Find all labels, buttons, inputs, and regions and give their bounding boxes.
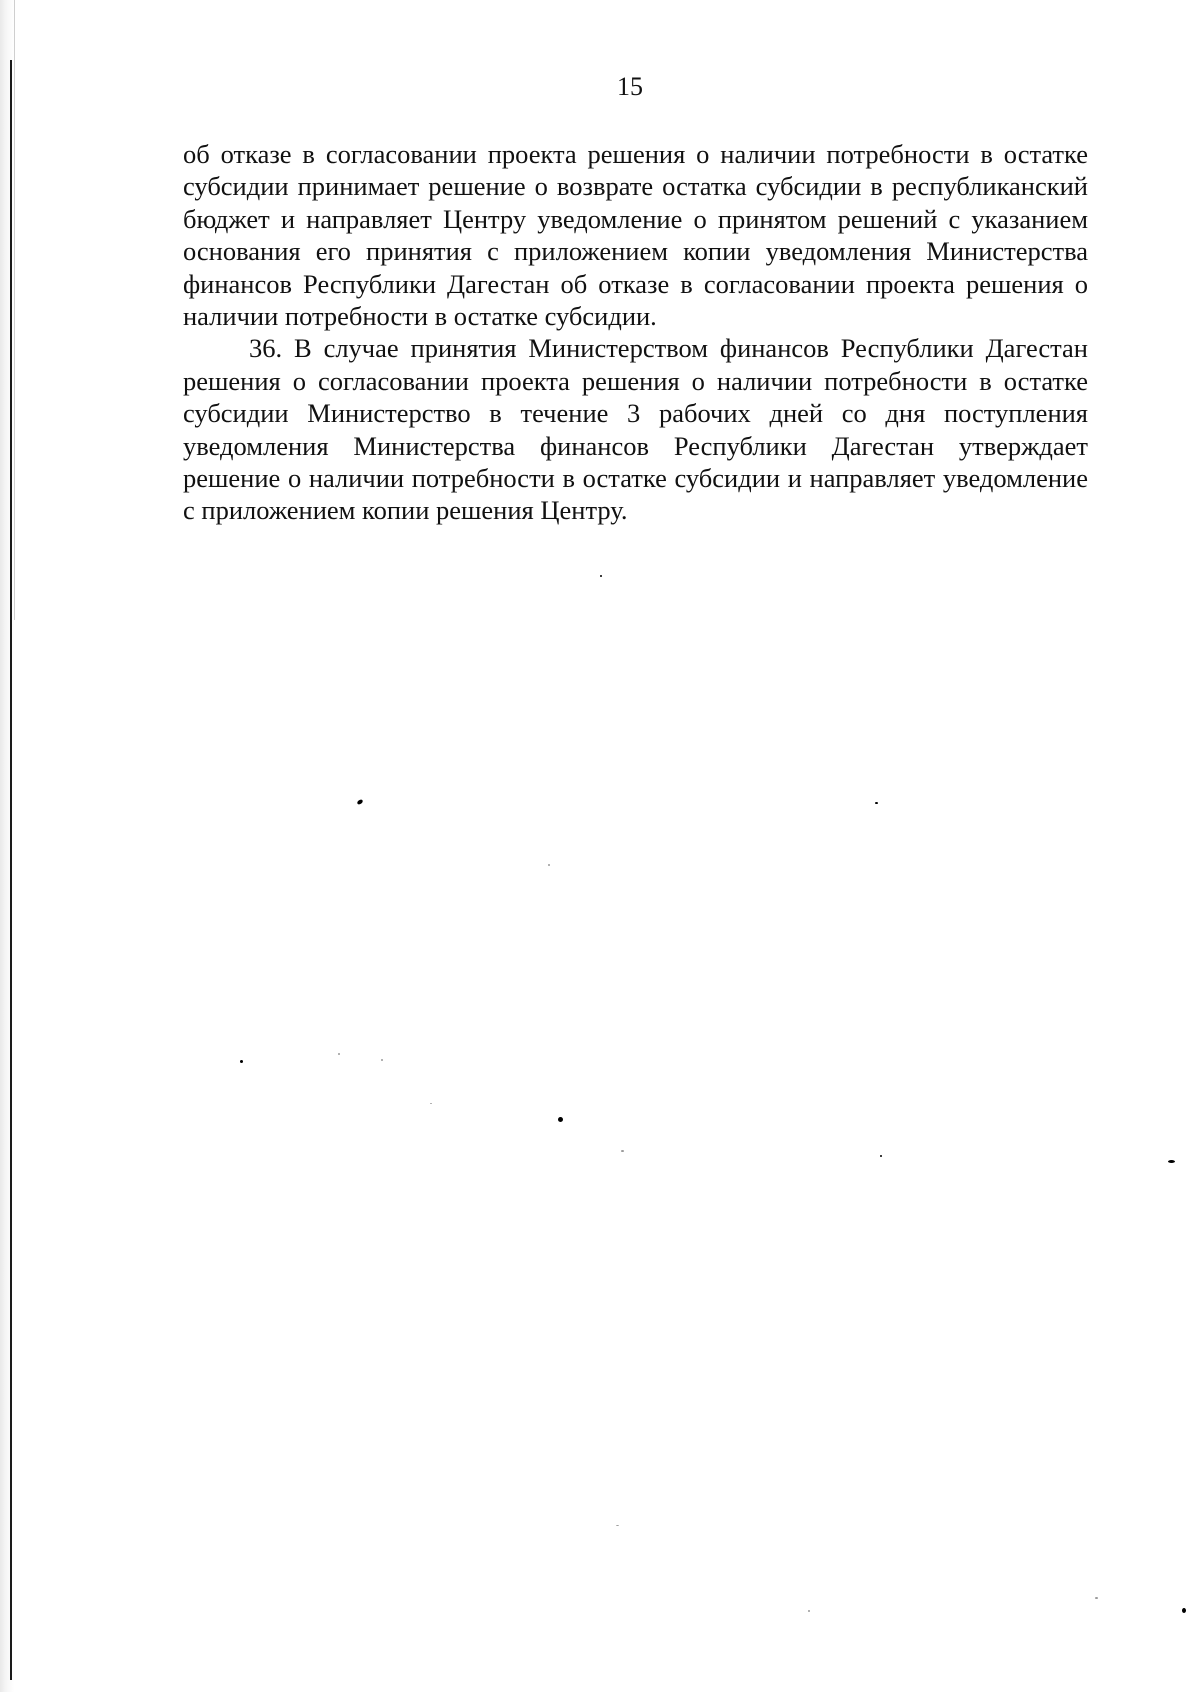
- scan-speck: [548, 864, 550, 866]
- document-body: [183, 138, 1088, 527]
- scan-speck: [1168, 1160, 1175, 1163]
- scan-speck: [621, 1150, 624, 1152]
- paragraph-36: 36. В случае принятия Министерством финансов Республики Дагестан решения о согласовании проекта решения о наличии потребности в остатке субсидии Министерство в течение 3 рабочих дней со дня поступления уведомления Министерства финансов Республики Дагестан утверждает решение о наличии потребности в остатке субсидии и направляет уведомление с приложением копии решения Центру.: [183, 333, 1088, 526]
- scan-speck: [875, 802, 878, 804]
- scan-speck: [616, 1525, 619, 1526]
- scan-speck: [808, 1610, 810, 1612]
- scan-speck: [558, 1117, 563, 1122]
- scan-speck: [600, 575, 602, 577]
- page-number: 15: [617, 72, 643, 101]
- scan-speck: [240, 1060, 243, 1063]
- scan-artifact-line: [10, 60, 12, 1680]
- scan-artifact-line-faint: [14, 0, 15, 620]
- scan-speck: [338, 1053, 340, 1055]
- scan-speck: [381, 1059, 383, 1061]
- scan-speck: [1095, 1597, 1098, 1599]
- scan-speck: [356, 799, 363, 806]
- paragraph-continuation: об отказе в согласовании проекта решения о наличии потребности в остатке субсидии принимает решение о возврате остатка субсидии в республиканский бюджет и направляет Центру уведомление о принятом решений с указанием основания его принятия с приложением копии уведомления Министерства финансов Республики Дагестан об отказе в согласовании проекта решения о наличии потребности в остатке субсидии.: [183, 139, 1088, 332]
- scan-speck: [1182, 1608, 1186, 1613]
- scan-speck: [430, 1103, 432, 1104]
- scan-speck: [880, 1155, 882, 1157]
